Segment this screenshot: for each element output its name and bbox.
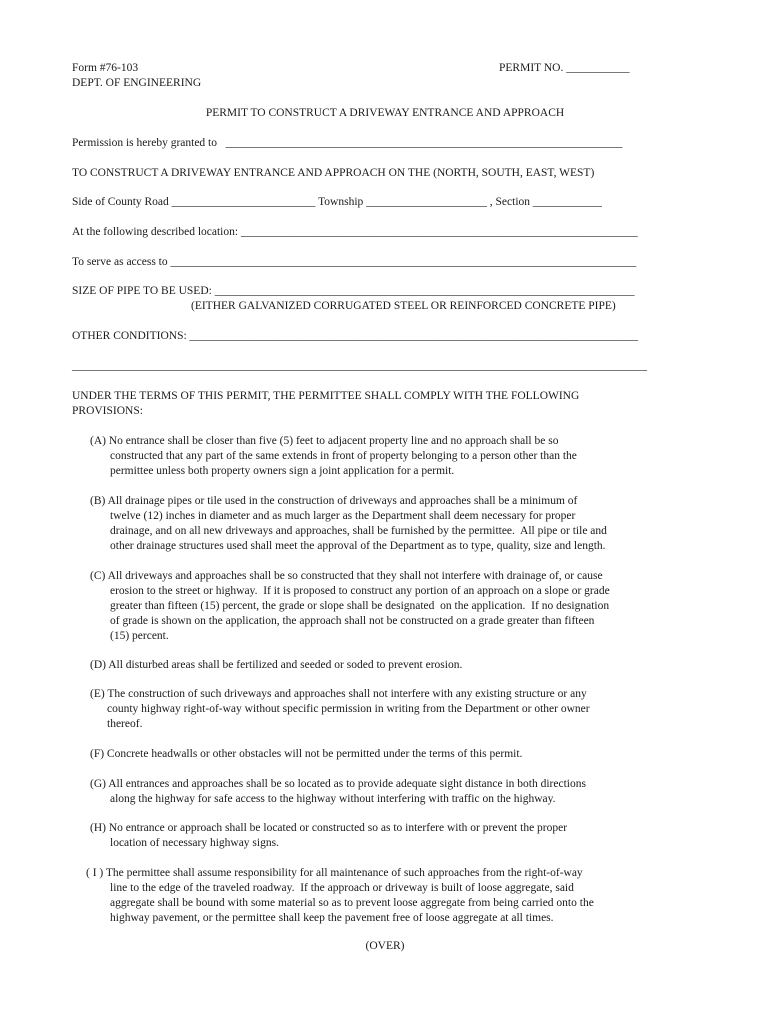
provision-line: ( I ) The permittee shall assume responsibility for all maintenance of such approaches from the right-of-way	[86, 867, 583, 879]
provision-e	[90, 687, 670, 732]
provision-line: line to the edge of the traveled roadway. If the approach or driveway is built of loose aggregate, said	[110, 882, 574, 894]
provision-line: (D) All disturbed areas shall be fertilized and seeded or soded to prevent erosion.	[90, 659, 463, 671]
provision-line: aggregate shall be bound with some material so as to prevent loose aggregate from being carried onto the	[110, 897, 594, 909]
over-indicator: (OVER)	[365, 940, 405, 952]
provision-line: twelve (12) inches in diameter and as much larger as the Department shall deem necessary for proper	[110, 510, 576, 522]
provision-line: constructed that any part of the same extends in front of property belonging to a person other than the	[110, 450, 577, 462]
provision-line: (A) No entrance shall be closer than five (5) feet to adjacent property line and no approach shall be so	[90, 435, 559, 447]
provision-f	[90, 747, 670, 762]
provision-line: along the highway for safe access to the highway without interfering with traffic on the highway.	[110, 793, 556, 805]
provision-b	[90, 494, 670, 554]
provision-line: (G) All entrances and approaches shall be so located as to provide adequate sight distance in both directions	[90, 778, 586, 790]
terms-heading-line-1: UNDER THE TERMS OF THIS PERMIT, THE PERMITTEE SHALL COMPLY WITH THE FOLLOWING	[72, 390, 580, 402]
provision-line: (B) All drainage pipes or tile used in the construction of driveways and approaches shall be a minimum of	[90, 495, 578, 507]
provision-line: other drainage structures used shall meet the approval of the Department as to type, quality, size and length.	[110, 540, 606, 552]
permit-number: PERMIT NO. ___________	[499, 62, 630, 74]
department: DEPT. OF ENGINEERING	[72, 77, 202, 89]
permission-field: Permission is hereby granted to _____________________________________________________________________	[72, 137, 623, 149]
provision-line: county highway right-of-way without specific permission in writing from the Department or other owner	[107, 703, 590, 715]
provision-g	[90, 777, 670, 807]
provision-i	[86, 866, 666, 926]
provision-line: of grade is shown on the application, the approach shall not be constructed on a grade greater than fifteen	[110, 615, 595, 627]
other-conditions-blank-line: ____________________________________________________________________________________________________	[72, 360, 647, 372]
provision-line: permittee unless both property owners sign a joint application for a permit.	[110, 465, 455, 477]
county-road-township-section-field: Side of County Road _________________________ Township _____________________ , Section ____________	[72, 196, 602, 208]
access-field: To serve as access to _________________________________________________________________________________	[72, 256, 637, 268]
location-field: At the following described location: _____________________________________________________________________	[72, 226, 638, 238]
provision-line: (E) The construction of such driveways and approaches shall not interfere with any existing structure or any	[90, 688, 587, 700]
pipe-size-field: SIZE OF PIPE TO BE USED: _________________________________________________________________________	[72, 285, 635, 297]
provision-line: highway pavement, or the permittee shall keep the pavement free of loose aggregate at all times.	[110, 912, 554, 924]
terms-heading-line-2: PROVISIONS:	[72, 405, 143, 417]
provision-line: (15) percent.	[110, 630, 169, 642]
other-conditions-field: OTHER CONDITIONS: ______________________________________________________________________________	[72, 330, 639, 342]
provision-a	[90, 434, 670, 479]
provision-c	[90, 569, 670, 644]
page-title: PERMIT TO CONSTRUCT A DRIVEWAY ENTRANCE AND APPROACH	[205, 107, 565, 119]
construct-direction-line: TO CONSTRUCT A DRIVEWAY ENTRANCE AND APPROACH ON THE (NORTH, SOUTH, EAST, WEST)	[72, 167, 595, 179]
provision-line: greater than fifteen (15) percent, the grade or slope shall be designated on the application. If no designation	[110, 600, 610, 612]
provision-h	[90, 821, 670, 851]
provision-line: (H) No entrance or approach shall be located or constructed so as to interfere with or prevent the proper	[90, 822, 568, 834]
provision-line: (F) Concrete headwalls or other obstacles will not be permitted under the terms of this permit.	[90, 748, 523, 760]
provision-line: thereof.	[107, 718, 143, 730]
provision-d	[90, 658, 670, 673]
provision-line: location of necessary highway signs.	[110, 837, 279, 849]
provision-line: drainage, and on all new driveways and approaches, shall be furnished by the permittee. All pipe or tile and	[110, 525, 607, 537]
provision-line: (C) All driveways and approaches shall be so constructed that they shall not interfere with drainage of, or cause	[90, 570, 603, 582]
form-number: Form #76-103	[72, 62, 139, 74]
provision-line: erosion to the street or highway. If it is proposed to construct any portion of an approach on a slope or grade	[110, 585, 610, 597]
pipe-type-note: (EITHER GALVANIZED CORRUGATED STEEL OR REINFORCED CONCRETE PIPE)	[191, 300, 616, 312]
